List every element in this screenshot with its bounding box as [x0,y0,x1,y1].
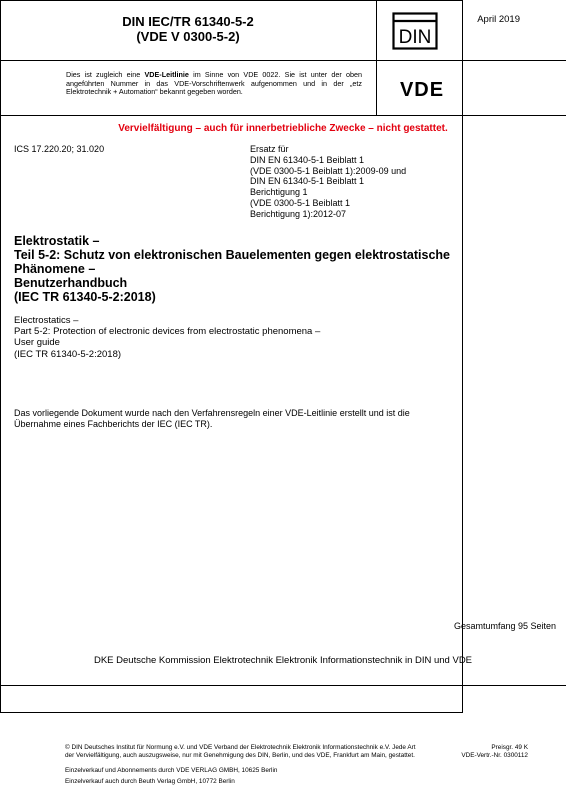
title-english [14,315,444,360]
vde-logo [392,79,452,99]
order-number: VDE-Vertr.-Nr. 0300112 [461,751,528,759]
copy-warning: Vervielfältigung – auch für innerbetriebliche Zwecke – nicht gestattet. [118,123,448,134]
copyright-notice: © DIN Deutsches Institut für Normung e.V. und VDE Verband der Elektrotechnik Elektronik Informationstechnik e.V. Jede Art der Vervielfältigung, auch auszugsweise, nur mit Genehmigung des DIN, Berlin, und des VDE, Frankfurt am Main, gestattet. [65,744,416,759]
sales-info: Einzelverkauf auch durch Beuth Verlag GmbH, 10772 Berlin [65,778,235,785]
replacement-line: DIN EN 61340-5-1 Beiblatt 1 [250,176,365,187]
replacement-line: DIN EN 61340-5-1 Beiblatt 1 [250,154,365,165]
replacement-line: Berichtigung 1 [250,187,308,198]
title-en-line: Part 5-2: Protection of electronic devices from electrostatic phenomena – [14,326,321,338]
replacement-line: Berichtigung 1):2012-07 [250,208,347,219]
title-de-line: Teil 5-2: Schutz von elektronischen Bauelementen gegen elektrostatische Phänomene – [14,248,451,276]
replacement-line: Ersatz für [250,144,289,154]
title-de-line: Elektrostatik – [14,234,100,248]
notice-text: Dies ist zugleich eine [66,70,145,79]
divider [0,60,566,61]
price-group: Preisgr. 49 K [491,744,528,751]
publication-date: April 2019 [477,14,520,25]
title-german [14,234,454,304]
replacement-info [250,144,406,220]
title-de-line: Benutzerhandbuch [14,276,128,290]
din-logo-text: DIN [398,27,432,48]
title-en-line: User guide [14,337,60,349]
vde-logo-text: VDE [399,79,445,99]
document-number-din: DIN IEC/TR 61340-5-2 [122,14,254,29]
ics-code: ICS 17.220.20; 31.020 [14,144,105,154]
divider [0,685,566,686]
notice-text: im Sinne von VDE 0022. Sie ist unter der oben angeführten Nummer in das VDE-Vorschriftenwerk aufgenommen und in der „etz Elektrotechnik + Automation“ bekannt gegeben worden. [66,70,362,97]
title-de-line: (IEC TR 61340-5-2:2018) [14,290,156,304]
notice-bold: VDE-Leitlinie [144,70,189,79]
document-number [0,14,376,44]
price-info [461,744,528,759]
document-number-vde: (VDE V 0300-5-2) [136,29,240,44]
vde-procedure-note: Das vorliegende Dokument wurde nach den Verfahrensregeln einer VDE-Leitlinie erstellt und ist die Übernahme eines Fachberichts der IEC (IEC TR). [14,408,410,430]
total-pages: Gesamtumfang 95 Seiten [453,621,556,631]
divider [0,115,566,116]
replacement-line: (VDE 0300-5-1 Beiblatt 1 [250,197,351,208]
dke-commission: DKE Deutsche Kommission Elektrotechnik Elektronik Informationstechnik in DIN und VDE [93,655,473,666]
din-logo [392,12,438,50]
replacement-line: (VDE 0300-5-1 Beiblatt 1):2009-09 und [250,165,407,176]
title-en-line: Electrostatics – [14,315,79,326]
divider [376,0,377,115]
title-en-line: (IEC TR 61340-5-2:2018) [14,348,122,360]
sales-info: Einzelverkauf und Abonnements durch VDE VERLAG GMBH, 10625 Berlin [65,767,278,774]
vde-guideline-notice [66,71,362,97]
